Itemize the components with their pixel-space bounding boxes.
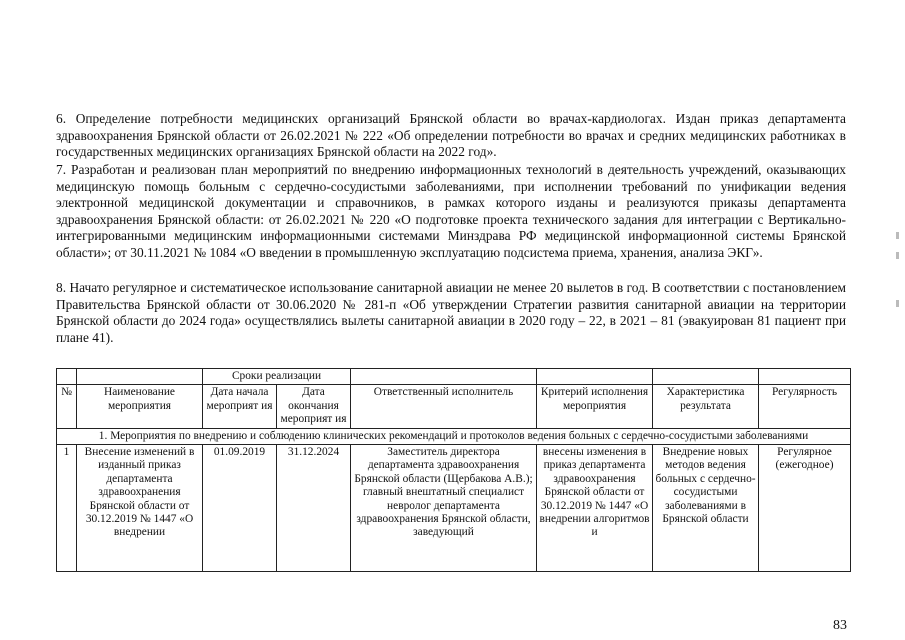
row-num: 1 (57, 445, 77, 572)
header-deadlines: Сроки реализации (203, 369, 351, 385)
header-start-date: Дата начала мероприят ия (203, 385, 277, 428)
row-regularity: Регулярное (ежегодное) (759, 445, 851, 572)
header-regularity: Регулярность (759, 385, 851, 428)
row-name: Внесение изменений в изданный приказ департамента здравоохранения Брянской области от 30.12.2019 № 1447 «О внедрении (77, 445, 203, 572)
table-row (57, 445, 851, 572)
header-empty-cell (351, 369, 537, 385)
header-criterion: Критерий исполнения мероприятия (537, 385, 653, 428)
row-start-date: 01.09.2019 (203, 445, 277, 572)
row-end-date: 31.12.2024 (277, 445, 351, 572)
row-result: Внедрение новых методов ведения больных с сердечно-сосудистыми заболеваниями в Брянской области (653, 445, 759, 572)
header-empty-cell (759, 369, 851, 385)
header-result: Характеристика результата (653, 385, 759, 428)
row-responsible: Заместитель директора департамента здравоохранения Брянской области (Щербакова А.В.); главный внештатный специалист невролог департамента здравоохранения Брянской области, заведующий (351, 445, 537, 572)
table-section-row (57, 428, 851, 444)
header-responsible: Ответственный исполнитель (351, 385, 537, 428)
section-title: 1. Мероприятия по внедрению и соблюдению клинических рекомендаций и протоколов ведения больных с сердечно-сосудистыми заболеваниями (57, 428, 851, 444)
header-empty-cell (57, 369, 77, 385)
paragraph-7: 7. Разработан и реализован план мероприятий по внедрению информационных технологий в деятельность учреждений, оказывающих медицинскую помощь больным с сердечно-сосудистыми заболеваниями, при исполнении требований по унификации ведения электронной медицинской документации и справочников, в рамках которого изданы и реализуются приказы департамента здравоохранения Брянской области: от 26.02.2021 № 220 «О подготовке проекта технического задания для интеграции с Вертикально-интегрированными медицинским информационными системами Минздрава РФ медицинской информационной системы Брянской области»; от 30.11.2021 № 1084 «О введении в промышленную эксплуатацию подсистема приема, хранения, анализа ЭКГ». (56, 162, 846, 260)
page-number: 83 (833, 618, 847, 633)
header-empty-cell (537, 369, 653, 385)
row-criterion: внесены изменения в приказ департамента здравоохранения Брянской области от 30.12.2019 № 1447 «О внедрении алгоритмов и (537, 445, 653, 572)
paragraph-6: 6. Определение потребности медицинских организаций Брянской области во врачах-кардиологах. Издан приказ департамента здравоохранения Брянской области от 26.02.2021 № 222 «Об определении потребности во врачах и средних медицинских работниках в государственных медицинских организациях Брянской области на 2022 год». (56, 111, 846, 159)
header-name: Наименование мероприятия (77, 385, 203, 428)
header-empty-cell (77, 369, 203, 385)
scan-mark (896, 252, 899, 259)
header-num: № (57, 385, 77, 428)
scan-mark (896, 232, 899, 239)
scan-mark (896, 300, 899, 307)
table-header-row (57, 385, 851, 428)
header-end-date: Дата окончания мероприят ия (277, 385, 351, 428)
header-empty-cell (653, 369, 759, 385)
table-header-group-row (57, 369, 851, 385)
measures-table (56, 368, 851, 572)
paragraph-8: 8. Начато регулярное и систематическое использование санитарной авиации не менее 20 вылетов в год. В соответствии с постановлением Правительства Брянской области от 30.06.2020 № 281-п «Об утверждении Стратегии развития санитарной авиации на территории Брянской области до 2024 года» осуществлялись вылеты санитарной авиации в 2020 году – 22, в 2021 – 81 (эвакуирован 81 пациент при плане 41). (56, 280, 846, 345)
